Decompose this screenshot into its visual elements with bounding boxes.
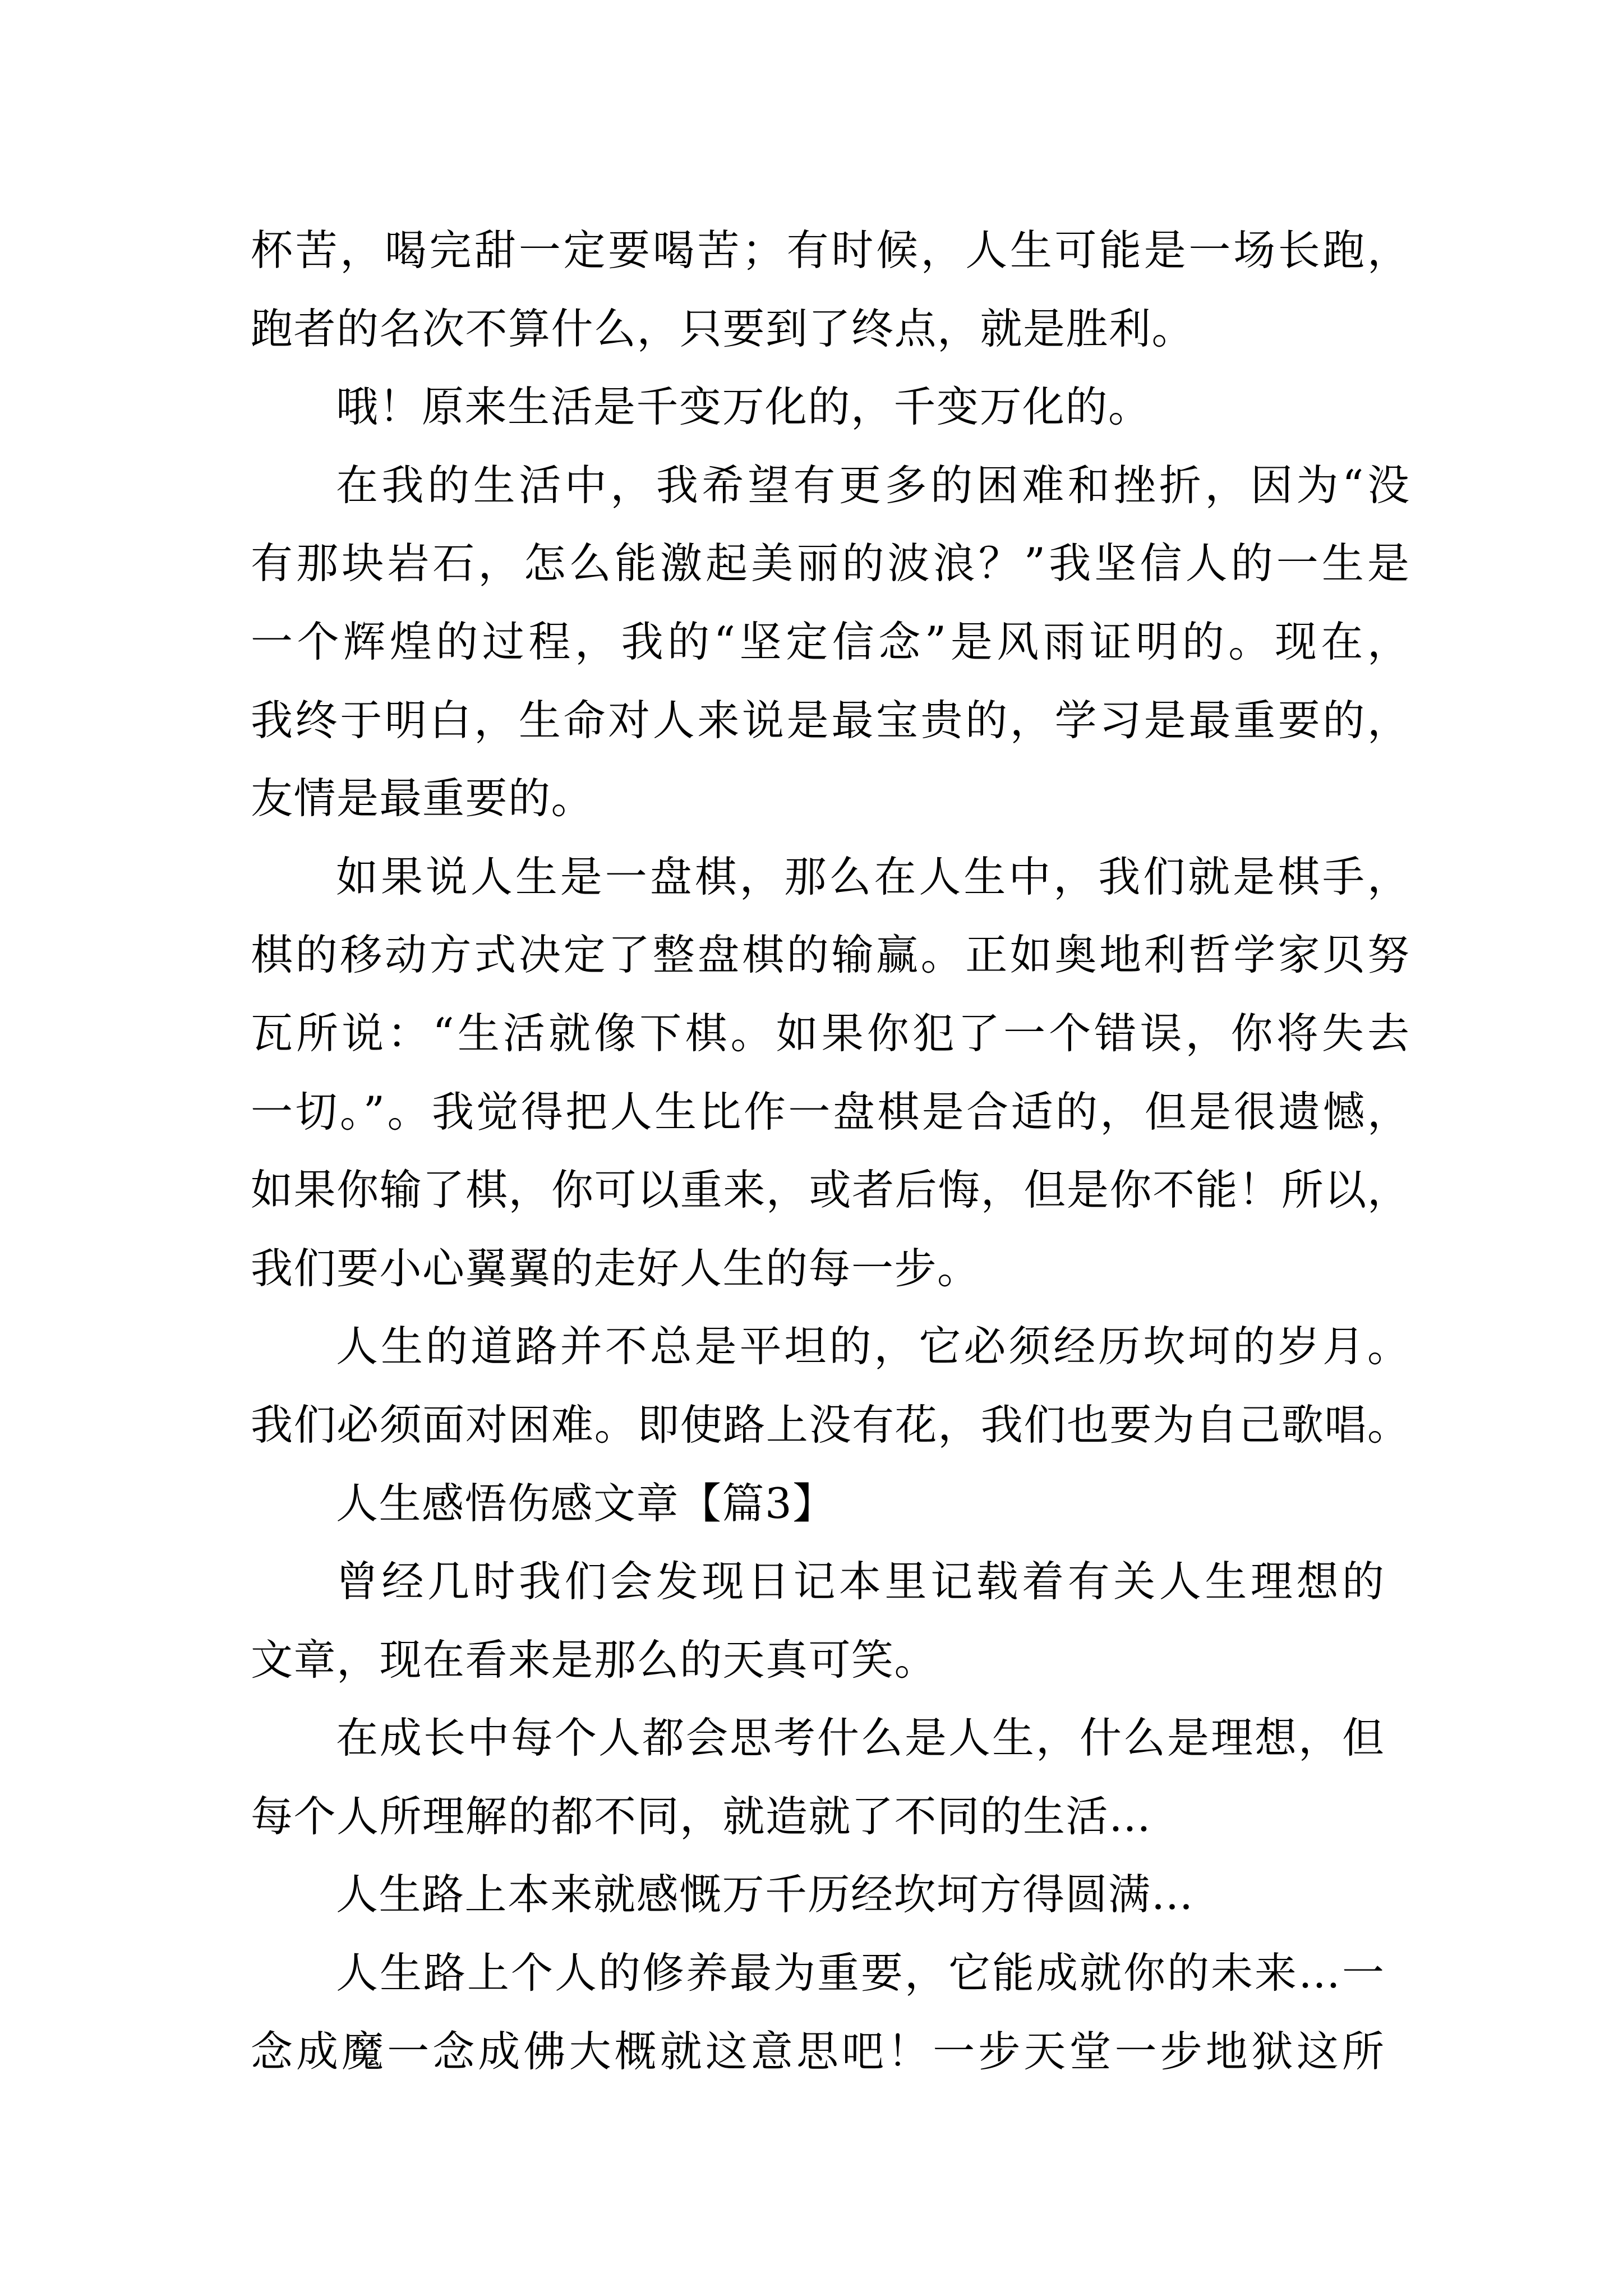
text-line: 念成魔一念成佛大概就这意思吧！一步天堂一步地狱这所 [251, 2026, 1384, 2076]
paragraph [251, 1856, 1409, 1934]
paragraph [251, 447, 1409, 838]
paragraph [251, 1308, 1409, 1464]
text-line: 哦！原来生活是千变万化的，千变万化的。 [336, 382, 1151, 432]
text-line: 在成长中每个人都会思考什么是人生，什么是理想，但 [336, 1713, 1384, 1763]
text-line: 瓦所说：“生活就像下棋。如果你犯了一个错误，你将失去 [251, 1008, 1409, 1058]
text-line: 人生路上个人的修养最为重要，它能成就你的未来…一 [336, 1948, 1384, 1998]
text-line: 人生的道路并不总是平坦的，它必须经历坎坷的岁月。 [336, 1322, 1409, 1372]
text-line: 每个人所理解的都不同，就造就了不同的生活… [251, 1791, 1152, 1841]
text-line: 跑者的名次不算什么，只要到了终点，就是胜利。 [251, 303, 1195, 353]
text-line: 友情是最重要的。 [251, 774, 594, 823]
paragraph [251, 1934, 1409, 2091]
text-line: 棋的移动方式决定了整盘棋的输赢。正如奥地利哲学家贝努 [251, 930, 1409, 980]
text-line: 我们要小心翼翼的走好人生的每一步。 [251, 1243, 980, 1293]
text-line: 文章，现在看来是那么的天真可笑。 [251, 1635, 938, 1685]
text-line: 杯苦，喝完甜一定要喝苦；有时候，人生可能是一场长跑， [251, 226, 1409, 275]
paragraph [251, 211, 1409, 368]
text-line: 曾经几时我们会发现日记本里记载着有关人生理想的 [336, 1557, 1384, 1607]
paragraph [251, 1543, 1409, 1699]
section-heading-text: 人生感悟伤感文章【篇3】 [336, 1478, 836, 1528]
text-line: 如果你输了棋，你可以重来，或者后悔，但是你不能！所以， [251, 1165, 1409, 1215]
text-line: 有那块岩石，怎么能激起美丽的波浪？”我坚信人的一生是 [251, 539, 1409, 588]
text-line: 一个辉煌的过程，我的“坚定信念”是风雨证明的。现在， [251, 616, 1409, 666]
text-line: 我终于明白，生命对人来说是最宝贵的，学习是最重要的， [251, 695, 1409, 745]
text-line: 人生路上本来就感慨万千历经坎坷方得圆满… [336, 1870, 1195, 1920]
section-heading [251, 1465, 1409, 1543]
text-line: 如果说人生是一盘棋，那么在人生中，我们就是棋手， [336, 852, 1409, 901]
text-line: 我们必须面对困难。即使路上没有花，我们也要为自己歌唱。 [251, 1400, 1409, 1450]
text-line: 在我的生活中，我希望有更多的困难和挫折，因为“没 [336, 460, 1409, 510]
body-text [251, 211, 1409, 2091]
paragraph [251, 1699, 1409, 1856]
paragraph [251, 838, 1409, 1308]
paragraph [251, 368, 1409, 447]
text-line: 一切。”。我觉得把人生比作一盘棋是合适的，但是很遗憾， [251, 1087, 1409, 1137]
